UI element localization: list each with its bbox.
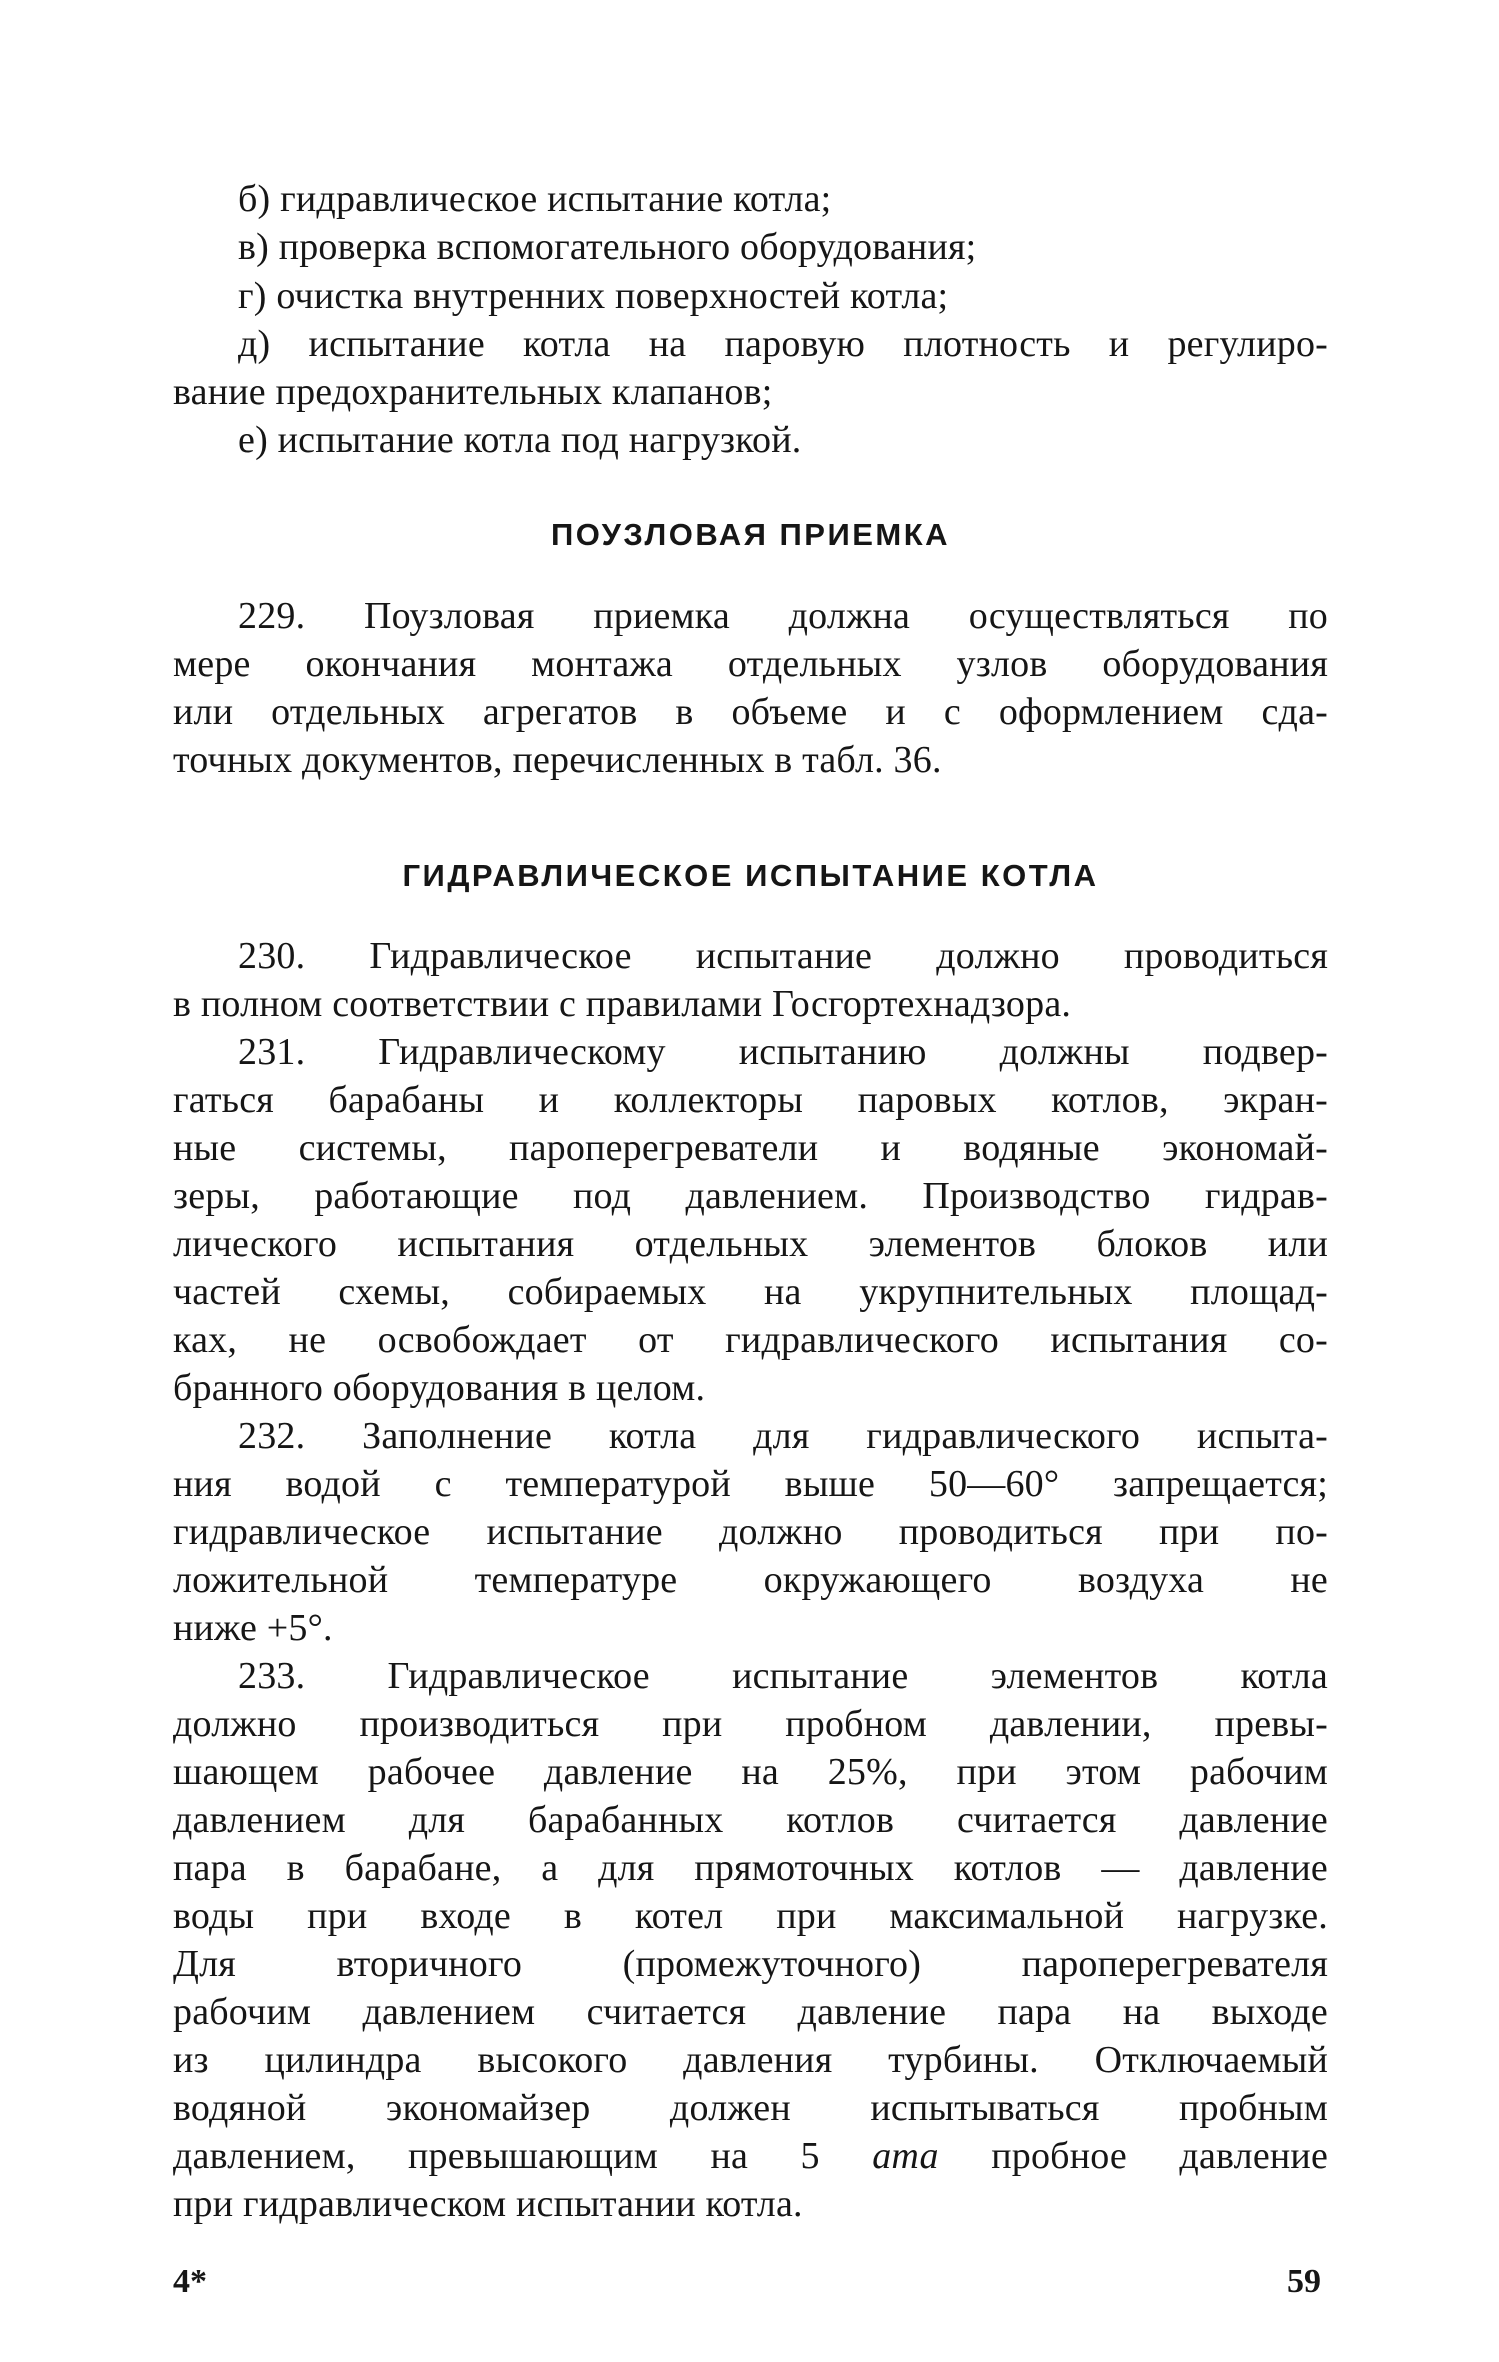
- section-heading-node-acceptance: ПОУЗЛОВАЯ ПРИЕМКА: [550, 517, 951, 552]
- paragraph-232-line: ния водой с температурой выше 50—60° запрещается;: [173, 1463, 1328, 1505]
- paragraph-233-line: пара в барабане, а для прямоточных котлов — давление: [173, 1847, 1328, 1889]
- paragraph-232-line: ложительной температуре окружающего воздуха не: [173, 1559, 1328, 1601]
- paragraph-231-line: 231. Гидравлическому испытанию должны подвер-: [238, 1031, 1328, 1073]
- paragraph-231-line: частей схемы, собираемых на укрупнительных площад-: [173, 1271, 1328, 1313]
- paragraph-229-line: 229. Поузловая приемка должна осуществляться по: [238, 595, 1328, 637]
- text-segment: пробное давление: [991, 2135, 1329, 2177]
- paragraph-231-line: ках, не освобождает от гидравлического испытания со-: [173, 1319, 1328, 1361]
- paragraph-233-line: при гидравлическом испытании котла.: [173, 2183, 803, 2225]
- paragraph-231-line: ные системы, пароперегреватели и водяные экономай-: [173, 1127, 1328, 1169]
- paragraph-229-line: точных документов, перечисленных в табл. 36.: [173, 739, 942, 781]
- paragraph-233-line: из цилиндра высокого давления турбины. Отключаемый: [173, 2039, 1328, 2081]
- list-item-d-line1: д) испытание котла на паровую плотность и регулиро-: [238, 323, 1328, 365]
- paragraph-233-line: водяной экономайзер должен испытываться пробным: [173, 2087, 1328, 2129]
- paragraph-229-line: мере окончания монтажа отдельных узлов оборудования: [173, 643, 1328, 685]
- paragraph-232-line: ниже +5°.: [173, 1607, 333, 1649]
- paragraph-230-line: в полном соответствии с правилами Госгортехнадзора.: [173, 983, 1072, 1025]
- paragraph-232-line: гидравлическое испытание должно проводиться при по-: [173, 1511, 1328, 1553]
- list-item-e: е) испытание котла под нагрузкой.: [238, 419, 802, 461]
- unit-ata: ата: [872, 2135, 939, 2177]
- text-segment: давлением, превышающим на 5: [173, 2135, 820, 2177]
- section-heading-hydraulic-test: ГИДРАВЛИЧЕСКОЕ ИСПЫТАНИЕ КОТЛА: [402, 858, 1099, 893]
- paragraph-233-line: воды при входе в котел при максимальной нагрузке.: [173, 1895, 1328, 1937]
- page-number: 59: [1287, 2263, 1321, 2300]
- paragraph-233-line: шающем рабочее давление на 25%, при этом рабочим: [173, 1751, 1328, 1793]
- signature-mark: 4*: [173, 2263, 207, 2300]
- paragraph-233-line-unit: [173, 2132, 1328, 2180]
- list-item-v: в) проверка вспомогательного оборудования;: [238, 226, 977, 268]
- paragraph-231-line: лического испытания отдельных элементов блоков или: [173, 1223, 1328, 1265]
- list-item-g: г) очистка внутренних поверхностей котла;: [238, 275, 949, 317]
- list-item-d-line2: вание предохранительных клапанов;: [173, 371, 773, 413]
- paragraph-233-line: должно производиться при пробном давлении, превы-: [173, 1703, 1328, 1745]
- paragraph-229-line: или отдельных агрегатов в объеме и с оформлением сда-: [173, 691, 1328, 733]
- list-item-b: б) гидравлическое испытание котла;: [238, 178, 832, 220]
- paragraph-233-line: 233. Гидравлическое испытание элементов котла: [238, 1655, 1328, 1697]
- paragraph-230-line: 230. Гидравлическое испытание должно проводиться: [238, 935, 1328, 977]
- paragraph-233-line: рабочим давлением считается давление пара на выходе: [173, 1991, 1328, 2033]
- paragraph-231-line: бранного оборудования в целом.: [173, 1367, 706, 1409]
- paragraph-232-line: 232. Заполнение котла для гидравлического испыта-: [238, 1415, 1328, 1457]
- paragraph-233-line: давлением для барабанных котлов считается давление: [173, 1799, 1328, 1841]
- paragraph-231-line: гаться барабаны и коллекторы паровых котлов, экран-: [173, 1079, 1328, 1121]
- paragraph-233-line: Для вторичного (промежуточного) пароперегревателя: [173, 1943, 1328, 1985]
- paragraph-231-line: зеры, работающие под давлением. Производство гидрав-: [173, 1175, 1328, 1217]
